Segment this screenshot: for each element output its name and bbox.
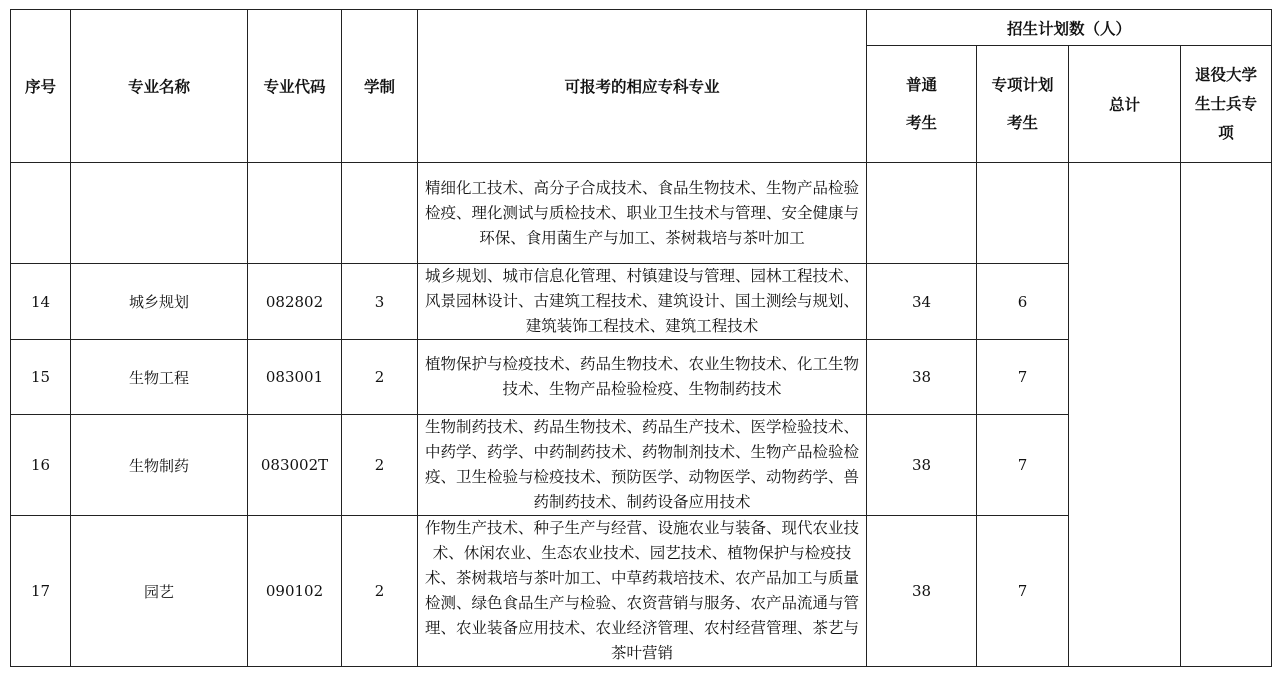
- cell-duration: 2: [342, 415, 418, 516]
- cell-regular: 38: [867, 516, 977, 667]
- cell-regular: [867, 163, 977, 264]
- cell-seq: 17: [11, 516, 71, 667]
- header-seq: 序号: [11, 10, 71, 163]
- header-veteran-line3: 项: [1218, 123, 1234, 142]
- cell-eligible-majors: 作物生产技术、种子生产与经营、设施农业与装备、现代农业技术、休闲农业、生态农业技术、园艺技术、植物保护与检疫技术、茶树栽培与茶叶加工、中草药栽培技术、农产品加工与质量检测、绿色食品生产与检验、农资营销与服务、农产品流通与管理、农业装备应用技术、农业经济管理、农村经营管理、茶艺与茶叶营销: [418, 516, 867, 667]
- cell-major-name: 城乡规划: [71, 264, 248, 340]
- cell-major-code: 082802: [248, 264, 342, 340]
- cell-major-name: 生物工程: [71, 340, 248, 415]
- cell-major-code: [248, 163, 342, 264]
- cell-major-name: [71, 163, 248, 264]
- cell-regular: 34: [867, 264, 977, 340]
- header-eligible-majors: 可报考的相应专科专业: [418, 10, 867, 163]
- header-special-line2: 考生: [1006, 114, 1038, 132]
- header-row-top: [11, 10, 1272, 46]
- cell-special: 7: [977, 516, 1069, 667]
- cell-veteran-merged: [1181, 163, 1272, 667]
- cell-eligible-majors: 精细化工技术、高分子合成技术、食品生物技术、生物产品检验检疫、理化测试与质检技术、职业卫生技术与管理、安全健康与环保、食用菌生产与加工、茶树栽培与茶叶加工: [418, 163, 867, 264]
- cell-major-name: 生物制药: [71, 415, 248, 516]
- header-regular-line2: 考生: [905, 114, 937, 132]
- cell-duration: [342, 163, 418, 264]
- header-plan-group: 招生计划数（人）: [867, 10, 1272, 46]
- cell-special: 6: [977, 264, 1069, 340]
- header-major-code: 专业代码: [248, 10, 342, 163]
- header-regular: [867, 46, 977, 163]
- cell-major-name: 园艺: [71, 516, 248, 667]
- enrollment-plan-table: [10, 9, 1272, 667]
- header-duration: 学制: [342, 10, 418, 163]
- cell-seq: 15: [11, 340, 71, 415]
- cell-major-code: 090102: [248, 516, 342, 667]
- table-row: [11, 163, 1272, 264]
- cell-duration: 2: [342, 516, 418, 667]
- header-veteran-line1: 退役大学: [1195, 65, 1258, 84]
- cell-eligible-majors: 城乡规划、城市信息化管理、村镇建设与管理、园林工程技术、风景园林设计、古建筑工程技术、建筑设计、国土测绘与规划、建筑装饰工程技术、建筑工程技术: [418, 264, 867, 340]
- header-special-line1: 专项计划: [991, 76, 1054, 94]
- cell-seq: 14: [11, 264, 71, 340]
- cell-seq: 16: [11, 415, 71, 516]
- cell-special: 7: [977, 415, 1069, 516]
- cell-eligible-majors: 生物制药技术、药品生物技术、药品生产技术、医学检验技术、中药学、药学、中药制药技术、药物制剂技术、生物产品检验检疫、卫生检验与检疫技术、预防医学、动物医学、动物药学、兽药制药技术、制药设备应用技术: [418, 415, 867, 516]
- cell-duration: 2: [342, 340, 418, 415]
- cell-regular: 38: [867, 415, 977, 516]
- header-special: [977, 46, 1069, 163]
- cell-major-code: 083001: [248, 340, 342, 415]
- header-regular-line1: 普通: [905, 76, 937, 94]
- cell-eligible-majors: 植物保护与检疫技术、药品生物技术、农业生物技术、化工生物技术、生物产品检验检疫、生物制药技术: [418, 340, 867, 415]
- cell-special: 7: [977, 340, 1069, 415]
- cell-regular: 38: [867, 340, 977, 415]
- header-major-name: 专业名称: [71, 10, 248, 163]
- header-veteran: [1181, 46, 1272, 163]
- cell-total-merged: [1069, 163, 1181, 667]
- cell-duration: 3: [342, 264, 418, 340]
- cell-special: [977, 163, 1069, 264]
- header-total: 总计: [1069, 46, 1181, 163]
- cell-major-code: 083002T: [248, 415, 342, 516]
- header-veteran-line2: 生士兵专: [1195, 94, 1258, 113]
- cell-seq: [11, 163, 71, 264]
